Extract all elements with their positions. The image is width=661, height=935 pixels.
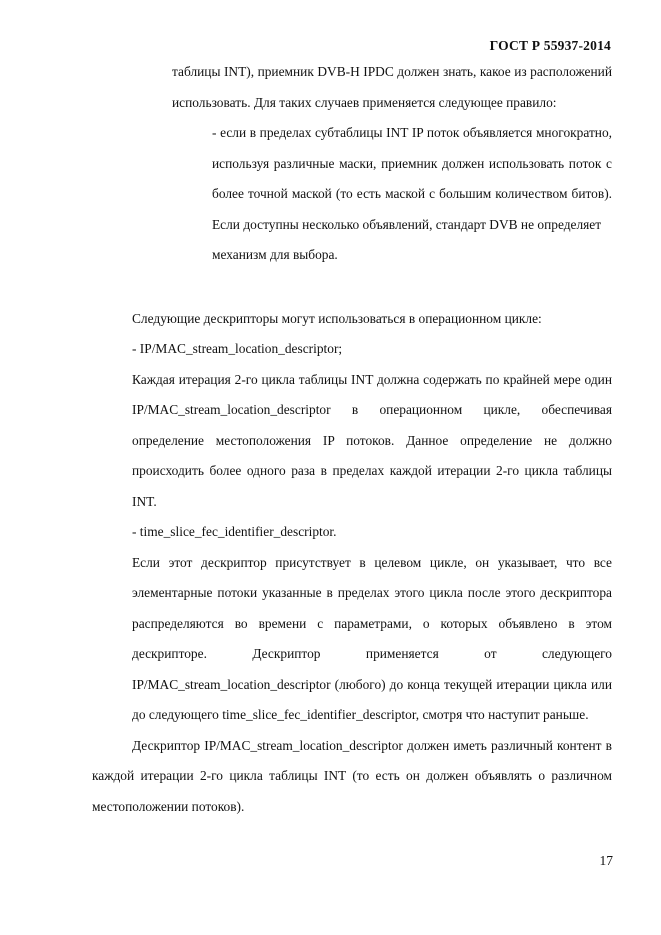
document-header: ГОСТ Р 55937-2014	[489, 38, 611, 53]
text-line: - time_slice_fec_identifier_descriptor.	[132, 524, 337, 539]
list-item-line: Если доступны несколько объявлений, стандарт DVB не определяет	[212, 217, 602, 232]
list-item-line: более точной маской (то есть маской с большим количеством битов).	[212, 186, 612, 201]
text-line: IP/MAC_stream_location_descriptor (любого) до конца текущей итерации цикла или	[132, 677, 612, 692]
text-line: Каждая итерация 2-го цикла таблицы INT должна содержать по крайней мере один	[132, 372, 612, 387]
text-line: распределяются во времени с параметрами, о которых объявлено в этом	[132, 616, 612, 631]
text-line: Если этот дескриптор присутствует в целевом цикле, он указывает, что все	[132, 555, 612, 570]
text-line: элементарные потоки указанные в пределах этого цикла после этого дескриптора	[132, 585, 612, 600]
text-line: местоположении потоков).	[92, 799, 245, 814]
text-line: каждой итерации 2-го цикла таблицы INT (то есть он должен объявлять о различном	[92, 768, 612, 783]
text-line: Следующие дескрипторы могут использоваться в операционном цикле:	[132, 311, 542, 326]
list-item-line: - если в пределах субтаблицы INT IP поток объявляется многократно,	[212, 125, 612, 140]
text-line: IP/MAC_stream_location_descriptor в операционном цикле, обеспечивая	[132, 402, 612, 417]
text-line: Дескриптор IP/MAC_stream_location_descriptor должен иметь различный контент в	[132, 738, 612, 753]
text-line: определение местоположения IP потоков. Данное определение не должно	[132, 433, 612, 448]
text-line: происходить более одного раза в пределах каждой итерации 2-го цикла таблицы	[132, 463, 612, 478]
text-line: до следующего time_slice_fec_identifier_descriptor, смотря что наступит раньше.	[132, 707, 589, 722]
text-line: INT.	[132, 494, 157, 509]
text-line: дескрипторе. Дескриптор применяется от следующего	[132, 646, 612, 661]
text-line: использовать. Для таких случаев применяется следующее правило:	[172, 95, 557, 110]
text-line: - IP/MAC_stream_location_descriptor;	[132, 341, 343, 356]
text-line: таблицы INT), приемник DVB-H IPDC должен знать, какое из расположений	[172, 64, 612, 79]
list-item-line: используя различные маски, приемник должен использовать поток с	[212, 156, 612, 171]
page-number: 17	[599, 853, 613, 868]
list-item-line: механизм для выбора.	[212, 247, 338, 262]
